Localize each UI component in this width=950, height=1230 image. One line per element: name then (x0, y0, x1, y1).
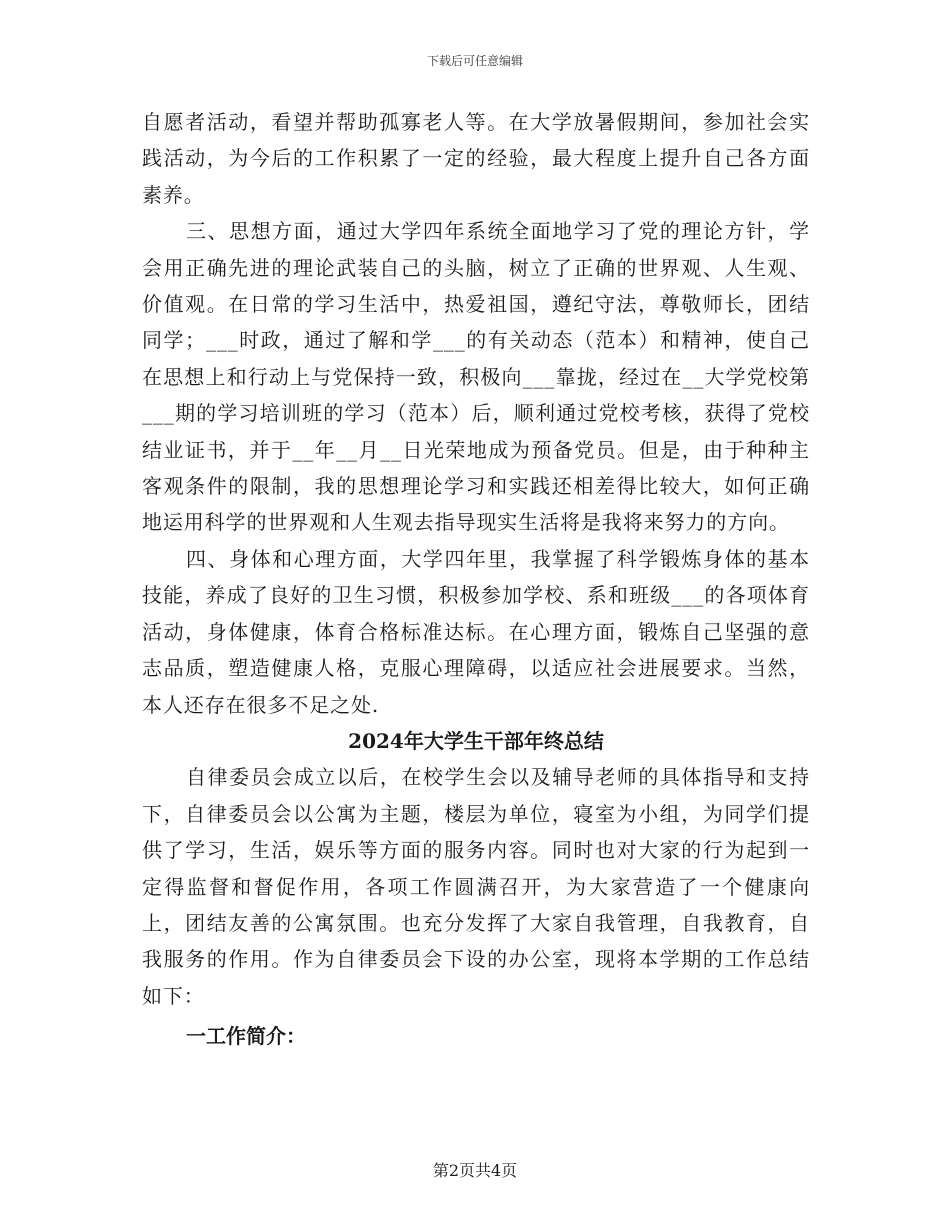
paragraph-committee-intro: 自律委员会成立以后，在校学生会以及辅导老师的具体指导和支持下，自律委员会以公寓为主题，楼层为单位，寝室为小组，为同学们提供了学习，生活，娱乐等方面的服务内容。同时也对大家的行为起到一定得监督和督促作用，各项工作圆满召开，为大家营造了一个健康向上，团结友善的公寓氛围。也充分发挥了大家自我管理，自我教育，自我服务的作用。作为自律委员会下设的办公室，现将本学期的工作总结如下： (142, 765, 810, 1008)
paragraph-health: 四、身体和心理方面，大学四年里，我掌握了科学锻炼身体的基本技能，养成了良好的卫生习惯，积极参加学校、系和班级___的各项体育活动，身体健康，体育合格标准达标。在心理方面，锻炼自己坚强的意志品质，塑造健康人格，克服心理障碍，以适应社会进展要求。当然，本人还存在很多不足之处. (142, 546, 810, 717)
paragraph-continuation: 自愿者活动，看望并帮助孤寡老人等。在大学放暑假期间，参加社会实践活动，为今后的工作积累了一定的经验，最大程度上提升自己各方面素养。 (142, 110, 810, 207)
page-indicator: 第2页共4页 (432, 1161, 518, 1180)
paragraph-ideology: 三、思想方面，通过大学四年系统全面地学习了党的理论方针，学会用正确先进的理论武装自己的头脑，树立了正确的世界观、人生观、价值观。在日常的学习生活中，热爱祖国，遵纪守法，尊敬师长，团结同学；___时政，通过了解和学___的有关动态（范本）和精神，使自己在思想上和行动上与党保持一致，积极向___靠拢，经过在__大学党校第___期的学习培训班的学习（范本）后，顺利通过党校考核，获得了党校结业证书，并于__年__月__日光荣地成为预备党员。但是，由于种种主客观条件的限制，我的思想理论学习和实践还相差得比较大，如何正确地运用科学的世界观和人生观去指导现实生活将是我将来努力的方向。 (142, 219, 810, 535)
subheading-work-intro: 一工作简介： (186, 1024, 306, 1049)
document-body (142, 104, 810, 1055)
page-header-note: 下载后可任意编辑 (426, 54, 523, 68)
section-title: 2024年大学生干部年终总结 (348, 728, 604, 753)
